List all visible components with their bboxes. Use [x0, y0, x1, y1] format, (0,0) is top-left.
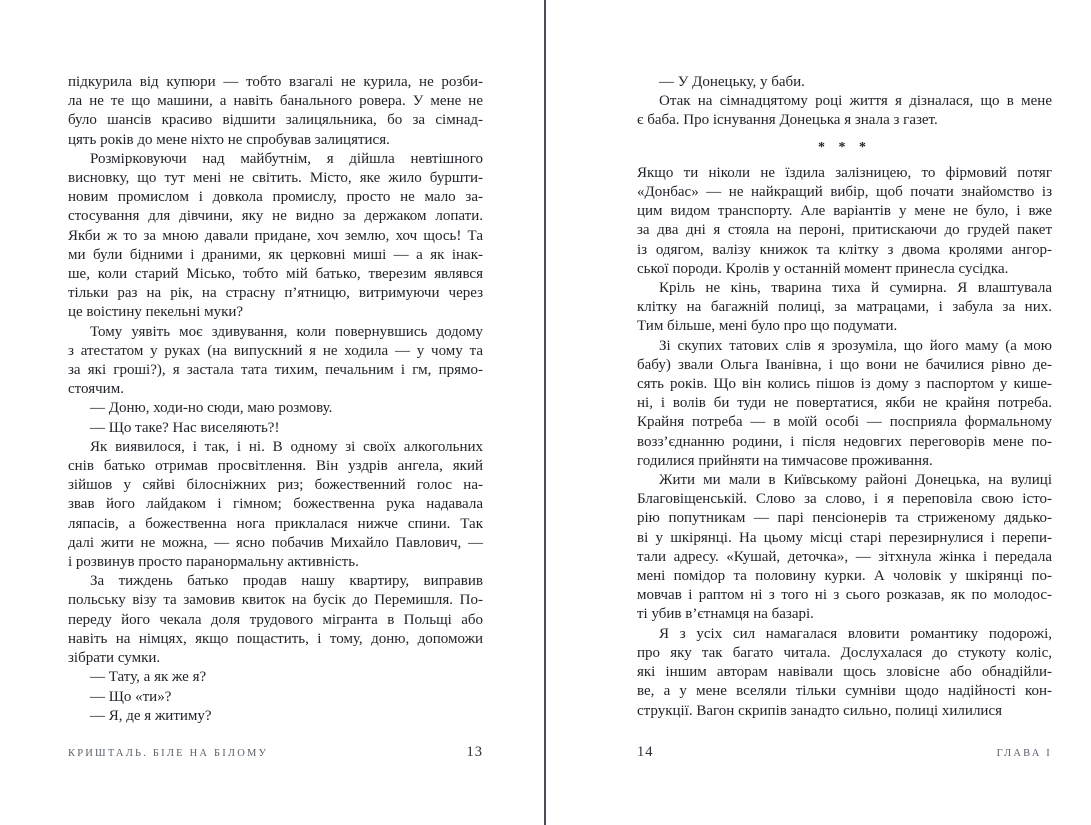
text-line: Я з усіх сил намагалася вловити романтику подорожі, — [659, 625, 1052, 642]
right-page-text — [637, 73, 1052, 721]
text-line: зійшов у сяйві білосніжних риз; божественний голос на- — [68, 477, 483, 494]
text-line: Тому уявіть моє здивування, коли повернувшись додому — [90, 323, 483, 340]
text-line: ті убив в’єтнамця на базарі. — [637, 606, 814, 623]
text-line: — Тату, а як же я? — [90, 669, 207, 686]
text-line: — Що таке? Нас виселяють?! — [90, 419, 280, 436]
text-line: підкурила від купюри — тобто взагалі не курила, не розби- — [68, 74, 483, 90]
text-line: За тиждень батько продав нашу квартиру, виправив — [90, 573, 483, 590]
left-page-footer — [68, 744, 483, 761]
text-line: — Я, де я житиму? — [90, 707, 212, 724]
text-line: Тим більше, мені було про що подумати. — [637, 318, 898, 335]
text-line: зібрати сумки. — [68, 650, 161, 667]
text-line: стоячим. — [68, 381, 124, 398]
text-line: за два дні я стояла на пероні, притискаючи до грудей пакет — [637, 222, 1052, 239]
running-head-chapter: ГЛАВА I — [996, 748, 1052, 759]
text-line: Розмірковуючи над майбутнім, я дійшла невтішного — [90, 150, 483, 167]
section-break: * * * — [818, 139, 871, 155]
text-line: Благовіщенській. Слово за слово, і я переповіла свою істо- — [637, 491, 1052, 508]
text-line: ше, коли старий Місько, тобто мій батько, тверезим являвся — [68, 266, 483, 283]
text-line: — У Донецьку, у баби. — [659, 74, 805, 90]
text-line: цять років до мене ніхто не спробував залицятися. — [68, 131, 390, 148]
text-line: з атестатом у руках (на випускний я не ходила — у чому та — [68, 342, 483, 359]
page-spine-divider — [544, 0, 546, 825]
text-line: було шансів красиво відшити залицяльника, бо за сімнад- — [68, 112, 483, 129]
text-line: бабу) звали Ольга Іванівна, і що вони не бачилися рівно де- — [637, 356, 1052, 373]
text-line: — Доню, ходи-но сюди, маю розмову. — [90, 400, 333, 417]
text-line: ської породи. Кролів у останній момент принесла сусідка. — [637, 260, 1009, 277]
text-line: які іншим авторам навівали щось зловісне або обнадійли- — [637, 664, 1052, 681]
text-line: ми були бідними і драними, як церковні миші — а як інак- — [68, 246, 483, 263]
page-number-right: 14 — [637, 744, 654, 760]
text-line: Отак на сімнадцятому році життя я дізналася, що в мене — [659, 93, 1052, 110]
text-line: про яку так багато читала. Дослухалася до стукоту коліс, — [637, 644, 1052, 661]
text-line: рію попутникам — парі пенсіонерів та стриженому дядько- — [637, 510, 1052, 527]
text-line: звав його лайдаком і гімном; божественна рука надавала — [68, 496, 483, 513]
text-line: Крайня потреба — в моїй особі — посприяла формальному — [637, 414, 1052, 431]
text-line: ла не те що машини, а навіть банального ровера. У мене не — [68, 93, 483, 110]
text-line: снів батько отримав просвітлення. Він уздрів ангела, який — [68, 458, 483, 475]
running-head-book-title: КРИШТАЛЬ. БІЛЕ НА БІЛОМУ — [68, 748, 269, 759]
text-line: клітку на багажній полиці, за матрацами, і забула за них. — [637, 299, 1052, 316]
text-line: цим видом транспорту. Але варіантів у мене не було, і вже — [637, 203, 1052, 220]
text-line: ві у шкірянці. На цьому місці старі перезирнулися і перепи- — [637, 529, 1052, 546]
text-line: возз’єднанню родини, і після недовгих переговорів мене по- — [637, 433, 1052, 450]
text-line: стосування для дівчини, яку не видно за держаком лопати. — [68, 208, 483, 225]
text-line: це воістину пекельні муки? — [68, 304, 244, 321]
text-line: ляпасів, а божественна нога приклалася нижче спини. Так — [68, 515, 483, 532]
text-line: мені помідор та половину курки. А чоловік у шкірянці по- — [637, 568, 1052, 585]
text-line: є баба. Про існування Донецька я знала з газет. — [637, 112, 938, 129]
text-line: — Що «ти»? — [90, 688, 172, 705]
text-line: із одягом, валізу книжок та клітку з двома кролями ангор- — [637, 241, 1052, 258]
text-line: мовчав і раптом ні з того ні з сього розказав, як по молодос- — [637, 587, 1052, 604]
text-line: новим промислом і довкола промислу, просто не мало за- — [68, 189, 483, 206]
text-line: Якби ж то за мною давали придане, хоч землю, хоч щось! Та — [68, 227, 483, 244]
text-line: висновку, що тут мені не світить. Місто, яке жило буршти- — [68, 170, 483, 187]
text-line: Зі скупих татових слів я зрозуміла, що його маму (а мою — [659, 337, 1052, 354]
text-line: навіть на німцях, якщо пощастить, і тому, доню, допоможи — [68, 630, 483, 647]
left-page-text — [68, 73, 483, 726]
text-line: ні, і волів би туди не повертатися, якби не крайня потреба. — [637, 395, 1052, 412]
text-line: переду його чекала доля трудового мігранта в Польщі або — [68, 611, 483, 628]
text-line: «Донбас» — не найкращий вибір, щоб почати знайомство із — [637, 184, 1052, 201]
text-line: годилися прийняти на тимчасове проживання. — [637, 452, 933, 469]
text-line: далі жити не можна, — ясно побачив Михайло Павлович, — — [68, 534, 483, 551]
text-line: ве, а у мене вселяли тільки сумніви щодо надійності кон- — [637, 683, 1052, 700]
right-page-footer — [637, 744, 1052, 761]
text-line: Жити ми мали в Київському районі Донецька, на вулиці — [659, 472, 1052, 489]
text-line: за які гроші?), я застала тата тихим, печальним і гм, прямо- — [68, 362, 483, 379]
text-line: тільки раз на рік, на страсну п’ятницю, витримуючи через — [68, 285, 483, 302]
page-number-left: 13 — [466, 744, 483, 760]
text-line: Якщо ти ніколи не їздила залізницею, то фірмовий потяг — [637, 164, 1052, 181]
text-line: струкції. Вагон скрипів занадто сильно, полиці хилилися — [637, 702, 1003, 719]
text-line: сять років. Що він колись пішов із дому з паспортом у кише- — [637, 376, 1052, 393]
text-line: Кріль не кінь, тварина тиха й сумирна. Я влаштувала — [659, 280, 1052, 297]
text-line: і розвинув просто паранормальну активність. — [68, 554, 359, 571]
text-line: тали адресу. «Кушай, деточка», — зітхнула жінка і передала — [637, 548, 1052, 565]
text-line: Як виявилося, і так, і ні. В одному зі своїх алкогольних — [90, 438, 483, 455]
text-line: польську візу та замовив квиток на бусік до Перемишля. По- — [68, 592, 483, 609]
